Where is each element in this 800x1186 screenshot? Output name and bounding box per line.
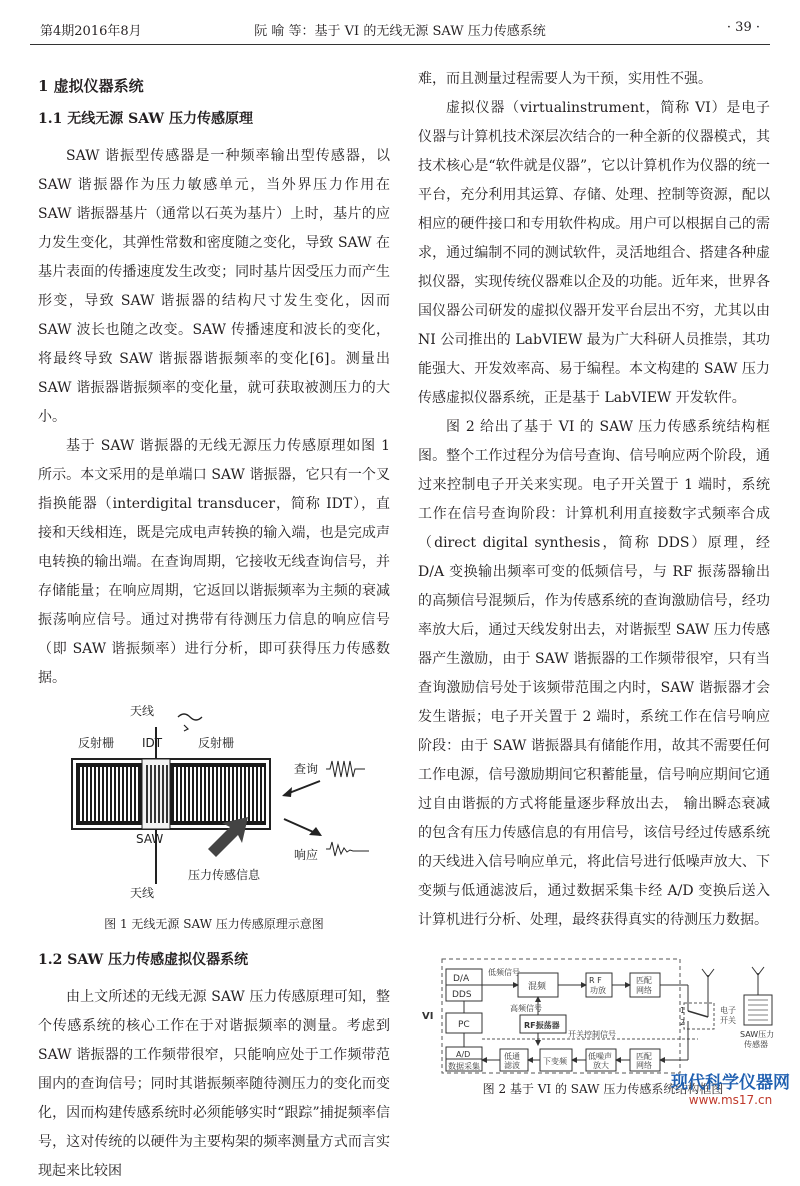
query-signal-icon bbox=[326, 761, 365, 777]
running-title: 阮 喻 等：基于 VI 的无线无源 SAW 压力传感系统 bbox=[254, 24, 546, 39]
watermark-url: www.ms17.cn bbox=[688, 1093, 773, 1107]
dds-label: DDS bbox=[452, 990, 472, 1000]
grating-finger bbox=[242, 767, 244, 821]
figure-2-caption: 图 2 基于 VI 的 SAW 压力传感系统结构框图 bbox=[482, 1082, 724, 1096]
grating-finger bbox=[116, 767, 118, 821]
grating-finger bbox=[174, 767, 176, 821]
running-header bbox=[30, 10, 770, 45]
grating-finger bbox=[128, 767, 130, 821]
paragraph: 图 2 给出了基于 VI 的 SAW 压力传感系统结构框图。整个工作过程分为信号查询、信号响应两个阶段，通过来控制电子开关来实现。电子开关置于 1 端时，系统工作在信号查询阶段：计算机利用直接数字式频率合成（direct digital synthesis，简称 DDS）原理，经 D/A 变换输出频率可变的低频信号，与 RF 振荡器输出的高频信号混频后，作为传感系统的查询激励信号，经功率放大后，通过天线发射出去，对谐振型 SAW 压力传感器产生激励，由于 SAW 谐振器的工作频带很窄，只有当查询激励信号处于该频带范围之内时，SAW 谐振器才会发生谐振；电子开关置于 2 端时，系统工作在信号响应阶段：由于 SAW 谐振器具有储能作用，故其不需要任何工作电源，信号激励期间它积蓄能量，信号响应期间它通过自由谐振的方式将能量逐步释放出去， 输出瞬态衰减的包含有压力传感信息的有用信号，该信号经过传感系统的天线进入信号响应单元，将此信号进行低噪声放大、下变频与低通滤波后，通过数据采集卡经 A/D 变换后送入计算机进行分析、处理，最终获得真实的待测压力数据。 bbox=[418, 419, 770, 928]
figure-2-diagram bbox=[418, 955, 788, 1077]
grating-finger bbox=[182, 767, 184, 821]
grating-finger bbox=[226, 767, 228, 821]
grating-finger bbox=[190, 767, 192, 821]
paragraph: 虚拟仪器（virtualinstrument，简称 VI）是电子仪器与计算机技术深层次结合的一种全新的仪器模式，其技术核心是“软件就是仪器”，它以计算机作为仪器的统一平台，充分利用其运算、存储、处理、控制等资源，配以相应的硬件接口和专用软件构成。用户可以根据自己的需求，通过编制不同的测试软件，灵活地组合、搭建各种虚拟仪器，实现传统仪器难以企及的功能。近年来，世界各国仪器公司研发的虚拟仪器开发平台层出不穷，尤其以由 NI 公司推出的 LabVIEW 最为广大科研人员推崇，其功能强大、开发效率高、易于编程。本文构建的 SAW 压力传感虚拟仪器系统，正是基于 LabVIEW 开发软件。 bbox=[418, 100, 770, 406]
watermark-logo bbox=[671, 1068, 790, 1107]
pressure-label: 压力传感信息 bbox=[188, 868, 261, 882]
grating-finger bbox=[96, 767, 98, 821]
switch-label: 开关 bbox=[720, 1016, 736, 1025]
left-column bbox=[38, 65, 390, 1186]
grating-finger bbox=[166, 765, 168, 823]
arrow-icon bbox=[282, 787, 292, 797]
grating-finger bbox=[84, 767, 86, 821]
grating-finger bbox=[112, 767, 114, 821]
rf-osc-label: RF振荡器 bbox=[524, 1021, 560, 1030]
grating-finger bbox=[146, 765, 148, 823]
rf-amp-label: R F bbox=[589, 976, 602, 985]
switch-pos-1: 1 bbox=[680, 1006, 686, 1015]
low-freq-label: 低频信号 bbox=[488, 968, 520, 977]
grating-finger bbox=[80, 767, 82, 821]
grating-finger bbox=[262, 767, 264, 821]
grating-finger bbox=[178, 767, 180, 821]
antenna-top-label: 天线 bbox=[130, 704, 155, 718]
grating-finger bbox=[100, 767, 102, 821]
reflector-left-label: 反射栅 bbox=[78, 736, 115, 750]
grating-finger bbox=[104, 767, 106, 821]
grating-finger bbox=[210, 767, 212, 821]
grating-finger bbox=[258, 767, 260, 821]
response-label: 响应 bbox=[294, 848, 319, 862]
grating-finger bbox=[186, 767, 188, 821]
match-bot-label: 网络 bbox=[636, 1061, 652, 1070]
issue-info: 第4期2016年8月 bbox=[40, 24, 142, 39]
ad-label: A/D bbox=[456, 1050, 471, 1059]
lna-label: 低噪声 bbox=[588, 1052, 612, 1061]
grating-finger bbox=[218, 767, 220, 821]
subsection-title-1-1: 1.1 无线无源 SAW 压力传感原理 bbox=[38, 111, 253, 127]
grating-finger bbox=[136, 767, 138, 821]
grating-finger bbox=[214, 767, 216, 821]
daq-label: 数据采集 bbox=[448, 1062, 480, 1071]
grating-finger bbox=[158, 765, 160, 823]
section-title: 1 虚拟仪器系统 bbox=[38, 77, 144, 95]
grating-finger bbox=[108, 767, 110, 821]
grating-finger bbox=[88, 767, 90, 821]
reflector-right-label: 反射栅 bbox=[198, 736, 235, 750]
grating-finger bbox=[238, 767, 240, 821]
switch-ctrl-label: 开关控制信号 bbox=[568, 1030, 616, 1039]
grating-finger bbox=[202, 767, 204, 821]
grating-finger bbox=[194, 767, 196, 821]
watermark-text: 现代科学仪器网 bbox=[671, 1073, 790, 1093]
page-number: · 39 · bbox=[726, 20, 760, 35]
antenna-bottom-label: 天线 bbox=[130, 886, 155, 900]
grating-finger bbox=[230, 767, 232, 821]
paragraph: SAW 谐振型传感器是一种频率输出型传感器，以 SAW 谐振器作为压力敏感单元，当外界压力作用在 SAW 谐振器基片（通常以石英为基片）上时，基片的应力发生变化，其弹性常数和密度随之变化，导致 SAW 在基片表面的传播速度发生改变；同时基片因受压力而产生形变，导致 SAW 谐振器的结构尺寸发生变化，因而 SAW 波长也随之改变。SAW 传播速度和波长的变化，将最终导致 SAW 谐振器谐振频率的变化[6]。测量出 SAW 谐振器谐振频率的变化量，就可获取被测压力的大小。 bbox=[38, 148, 390, 425]
grating-finger bbox=[162, 765, 164, 823]
grating-finger bbox=[154, 765, 156, 823]
lna-label: 放大 bbox=[593, 1061, 609, 1070]
vi-label: VI bbox=[422, 1011, 434, 1022]
response-signal-icon bbox=[326, 842, 369, 856]
lpf-label: 低通 bbox=[504, 1052, 520, 1061]
high-freq-label: 高频信号 bbox=[510, 1004, 542, 1013]
wave-icon bbox=[178, 714, 202, 720]
grating-finger bbox=[254, 767, 256, 821]
grating-finger bbox=[234, 767, 236, 821]
paragraph: 基于 SAW 谐振器的无线无源压力传感原理如图 1 所示。本文采用的是单端口 SAW 谐振器，它只有一个叉指换能器（interdigital transducer，简称 IDT），直接和天线相连，既是完成电声转换的输入端，也是完成声电转换的输出端。在查询周期，它接收无线查询信号，并存储能量；在响应周期，它返回以谐振频率为主频的衰减振荡响应信号。通过对携带有待测压力信息的响应信号（即 SAW 谐振频率）进行分析，即可获得压力传感数据。 bbox=[38, 438, 390, 686]
grating-finger bbox=[206, 767, 208, 821]
figure-1-diagram bbox=[38, 699, 390, 904]
lpf-label: 滤波 bbox=[504, 1061, 520, 1070]
grating-finger bbox=[246, 767, 248, 821]
mixer-label: 混频 bbox=[528, 982, 547, 992]
right-column bbox=[418, 65, 770, 935]
da-label: D/A bbox=[453, 974, 470, 984]
grating-finger bbox=[222, 767, 224, 821]
pc-label: PC bbox=[458, 1020, 470, 1030]
grating-finger bbox=[250, 767, 252, 821]
match-top-label: 网络 bbox=[636, 986, 652, 995]
idt-label: IDT bbox=[142, 736, 163, 750]
rf-amp-label: 功放 bbox=[590, 986, 606, 995]
subsection-title-1-2: 1.2 SAW 压力传感虚拟仪器系统 bbox=[38, 952, 249, 968]
grating-finger bbox=[124, 767, 126, 821]
grating-finger bbox=[150, 765, 152, 823]
grating-finger bbox=[132, 767, 134, 821]
grating-finger bbox=[120, 767, 122, 821]
match-top-label: 匹配 bbox=[636, 976, 652, 985]
switch-pos-2: 2 bbox=[680, 1018, 686, 1027]
grating-finger bbox=[92, 767, 94, 821]
saw-label: SAW bbox=[136, 832, 164, 846]
query-label: 查询 bbox=[294, 762, 319, 776]
paragraph: 由上文所述的无线无源 SAW 压力传感原理可知，整个传感系统的核心工作在于对谐振频率的测量。考虑到 SAW 谐振器的工作频带很窄，只能响应处于工作频带范围内的查询信号；同时其谐振频率随待测压力的变化而变化，因而构建传感系统时必须能够实时“跟踪”捕捉频率信号，这对传统的以硬件为主要构架的频率测量方式而言实现起来比较困 bbox=[38, 989, 390, 1179]
match-bot-label: 匹配 bbox=[636, 1052, 652, 1061]
figure-1-caption: 图 1 无线无源 SAW 压力传感原理示意图 bbox=[104, 917, 324, 931]
saw-sensor-label: SAW压力 bbox=[740, 1030, 775, 1039]
paragraph: 难，而且测量过程需要人为干预，实用性不强。 bbox=[418, 71, 712, 87]
switch-label: 电子 bbox=[720, 1006, 736, 1015]
grating-finger bbox=[198, 767, 200, 821]
figure-1 bbox=[38, 699, 390, 939]
saw-sensor-label: 传感器 bbox=[744, 1040, 768, 1049]
downconv-label: 下变频 bbox=[543, 1057, 567, 1066]
